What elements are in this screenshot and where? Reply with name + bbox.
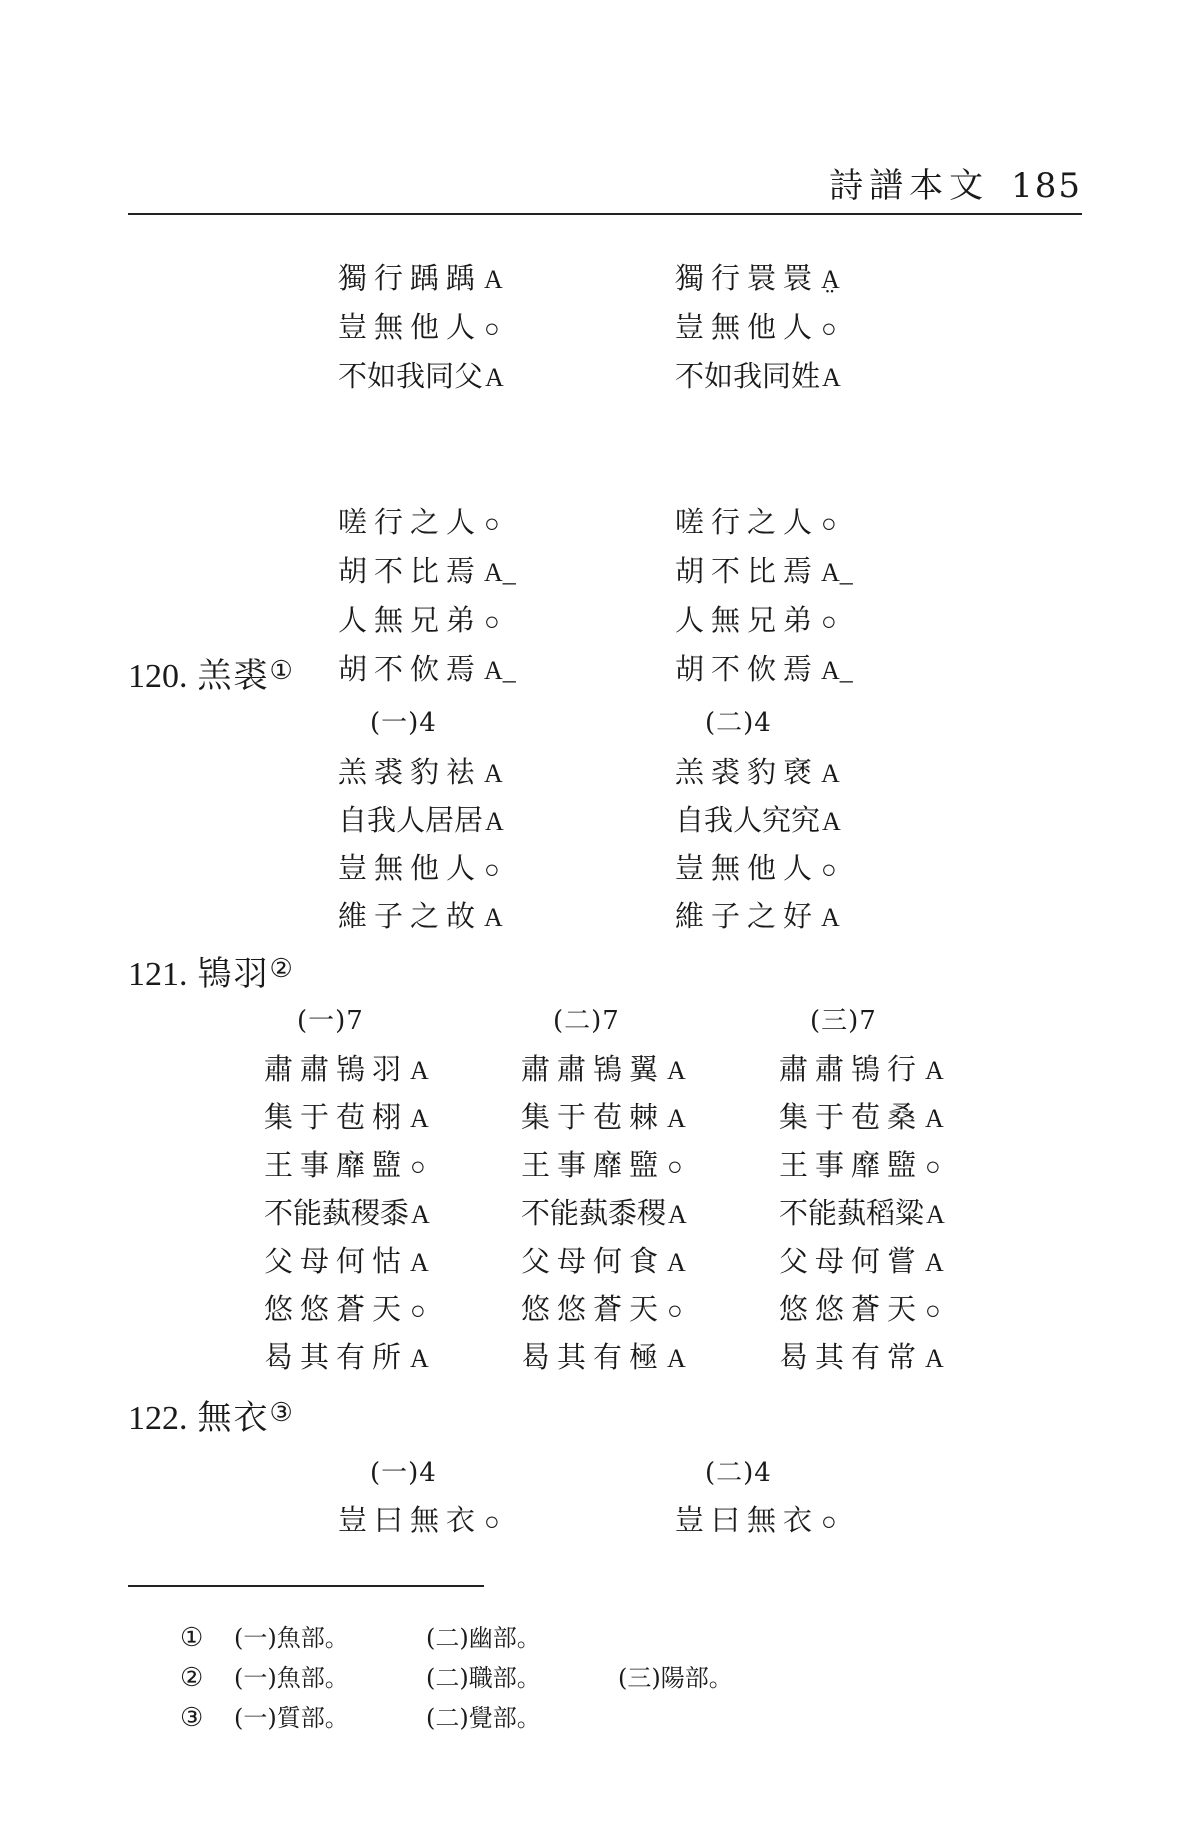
poem-line: 曷其有常A xyxy=(779,1340,944,1374)
stanza-gap xyxy=(338,401,516,498)
poem-line: 不如我同父A xyxy=(338,359,504,393)
poem-121-stanza-1 xyxy=(264,1045,430,1381)
poem-line: 豈無他人○ xyxy=(675,851,837,885)
poem-line: 父母何嘗A xyxy=(779,1244,944,1278)
poem-line: 豈無他人○ xyxy=(338,851,500,885)
stanza-gap xyxy=(675,401,853,498)
footnote-item: (一)魚部。 xyxy=(234,1624,349,1652)
footnote-mark: ② xyxy=(180,1663,204,1693)
poem-line: 人無兄弟○ xyxy=(675,603,837,637)
poem-line: 嗟行之人○ xyxy=(338,505,500,539)
header-rule xyxy=(128,213,1082,215)
footnote-ref: ③ xyxy=(269,1398,293,1428)
poem-line: 父母何怙A xyxy=(264,1244,429,1278)
footnote-1 xyxy=(180,1618,618,1658)
footnote-item: (二)覺部。 xyxy=(426,1704,541,1732)
poem-line: 集于苞栩A xyxy=(264,1100,429,1134)
poem-121-stanza-2 xyxy=(521,1045,687,1381)
footnote-ref: ② xyxy=(269,954,293,984)
poem-line: 胡不佽焉A_ xyxy=(338,652,516,686)
poem-line: 集于苞桑A xyxy=(779,1100,944,1134)
page-number: 185 xyxy=(1011,166,1082,206)
poem-line: 不如我同姓A xyxy=(675,359,841,393)
poem-line: 曷其有極A xyxy=(521,1340,686,1374)
poem-line: 羔裘豹袪A xyxy=(338,755,503,789)
poem-heading-122 xyxy=(128,1390,293,1439)
poem-line: 肅肅鴇翼A xyxy=(521,1052,686,1086)
poem-title: 羔裘 xyxy=(197,656,270,696)
poem-line: 豈無他人○ xyxy=(675,310,837,344)
poem-line: 維子之好A xyxy=(675,899,840,933)
poem-line: 不能蓺黍稷A xyxy=(521,1196,687,1230)
footnote-rule xyxy=(128,1585,484,1587)
poem-number: 121. xyxy=(128,956,188,993)
stanza-label: (一)4 xyxy=(370,708,437,738)
stanza-label: (三)7 xyxy=(810,1006,877,1036)
footnote-2 xyxy=(180,1658,810,1698)
poem-line: 肅肅鴇行A xyxy=(779,1052,944,1086)
poem-line: 悠悠蒼天○ xyxy=(521,1292,683,1326)
poem-line: 獨行睘睘A̤ xyxy=(675,261,840,295)
poem-line: 羔裘豹褎A xyxy=(675,755,840,789)
poem-heading-121 xyxy=(128,946,293,995)
poem-line: 豈曰無衣○ xyxy=(675,1503,837,1537)
continued-stanza-right xyxy=(675,254,853,694)
poem-line: 嗟行之人○ xyxy=(675,505,837,539)
footnote-ref: ① xyxy=(269,656,293,686)
poem-number: 122. xyxy=(128,1400,188,1437)
poem-line: 胡不比焉A_ xyxy=(675,554,853,588)
footnote-mark: ③ xyxy=(180,1703,204,1733)
running-header xyxy=(829,158,1082,207)
poem-line: 父母何食A xyxy=(521,1244,686,1278)
poem-122-stanza-1 xyxy=(338,1496,500,1544)
stanza-label: (二)4 xyxy=(705,708,772,738)
poem-line: 自我人居居A xyxy=(338,803,504,837)
poem-line: 人無兄弟○ xyxy=(338,603,500,637)
stanza-label: (二)4 xyxy=(705,1458,772,1488)
poem-121-stanza-3 xyxy=(779,1045,945,1381)
footnote-item: (一)質部。 xyxy=(234,1704,349,1732)
stanza-label: (一)4 xyxy=(370,1458,437,1488)
poem-line: 王事靡盬○ xyxy=(779,1148,941,1182)
poem-line: 胡不佽焉A_ xyxy=(675,652,853,686)
poem-line: 胡不比焉A_ xyxy=(338,554,516,588)
poem-title: 鴇羽 xyxy=(197,954,270,994)
stanza-label: (二)7 xyxy=(553,1006,620,1036)
footnote-mark: ① xyxy=(180,1623,204,1653)
poem-line: 集于苞棘A xyxy=(521,1100,686,1134)
poem-line: 豈無他人○ xyxy=(338,310,500,344)
poem-120-stanza-2 xyxy=(675,748,841,940)
poem-line: 悠悠蒼天○ xyxy=(779,1292,941,1326)
continued-stanza-left xyxy=(338,254,516,694)
footnote-item: (二)幽部。 xyxy=(426,1624,541,1652)
poem-line: 獨行踽踽A xyxy=(338,261,503,295)
poem-line: 豈曰無衣○ xyxy=(338,1503,500,1537)
poem-line: 維子之故A xyxy=(338,899,503,933)
stanza-label: (一)7 xyxy=(297,1006,364,1036)
poem-line: 不能蓺稻粱A xyxy=(779,1196,945,1230)
poem-line: 不能蓺稷黍A xyxy=(264,1196,430,1230)
poem-line: 王事靡盬○ xyxy=(521,1148,683,1182)
poem-line: 自我人究究A xyxy=(675,803,841,837)
footnote-item: (一)魚部。 xyxy=(234,1664,349,1692)
poem-line: 悠悠蒼天○ xyxy=(264,1292,426,1326)
running-header-title: 詩譜本文 xyxy=(829,166,990,206)
poem-title: 無衣 xyxy=(197,1398,270,1438)
poem-line: 王事靡盬○ xyxy=(264,1148,426,1182)
poem-line: 曷其有所A xyxy=(264,1340,429,1374)
poem-120-stanza-1 xyxy=(338,748,504,940)
poem-number: 120. xyxy=(128,658,188,695)
poem-122-stanza-2 xyxy=(675,1496,837,1544)
poem-line: 肅肅鴇羽A xyxy=(264,1052,429,1086)
footnote-3 xyxy=(180,1698,618,1738)
footnote-item: (三)陽部。 xyxy=(618,1664,733,1692)
footnote-item: (二)職部。 xyxy=(426,1664,541,1692)
poem-heading-120 xyxy=(128,648,293,697)
